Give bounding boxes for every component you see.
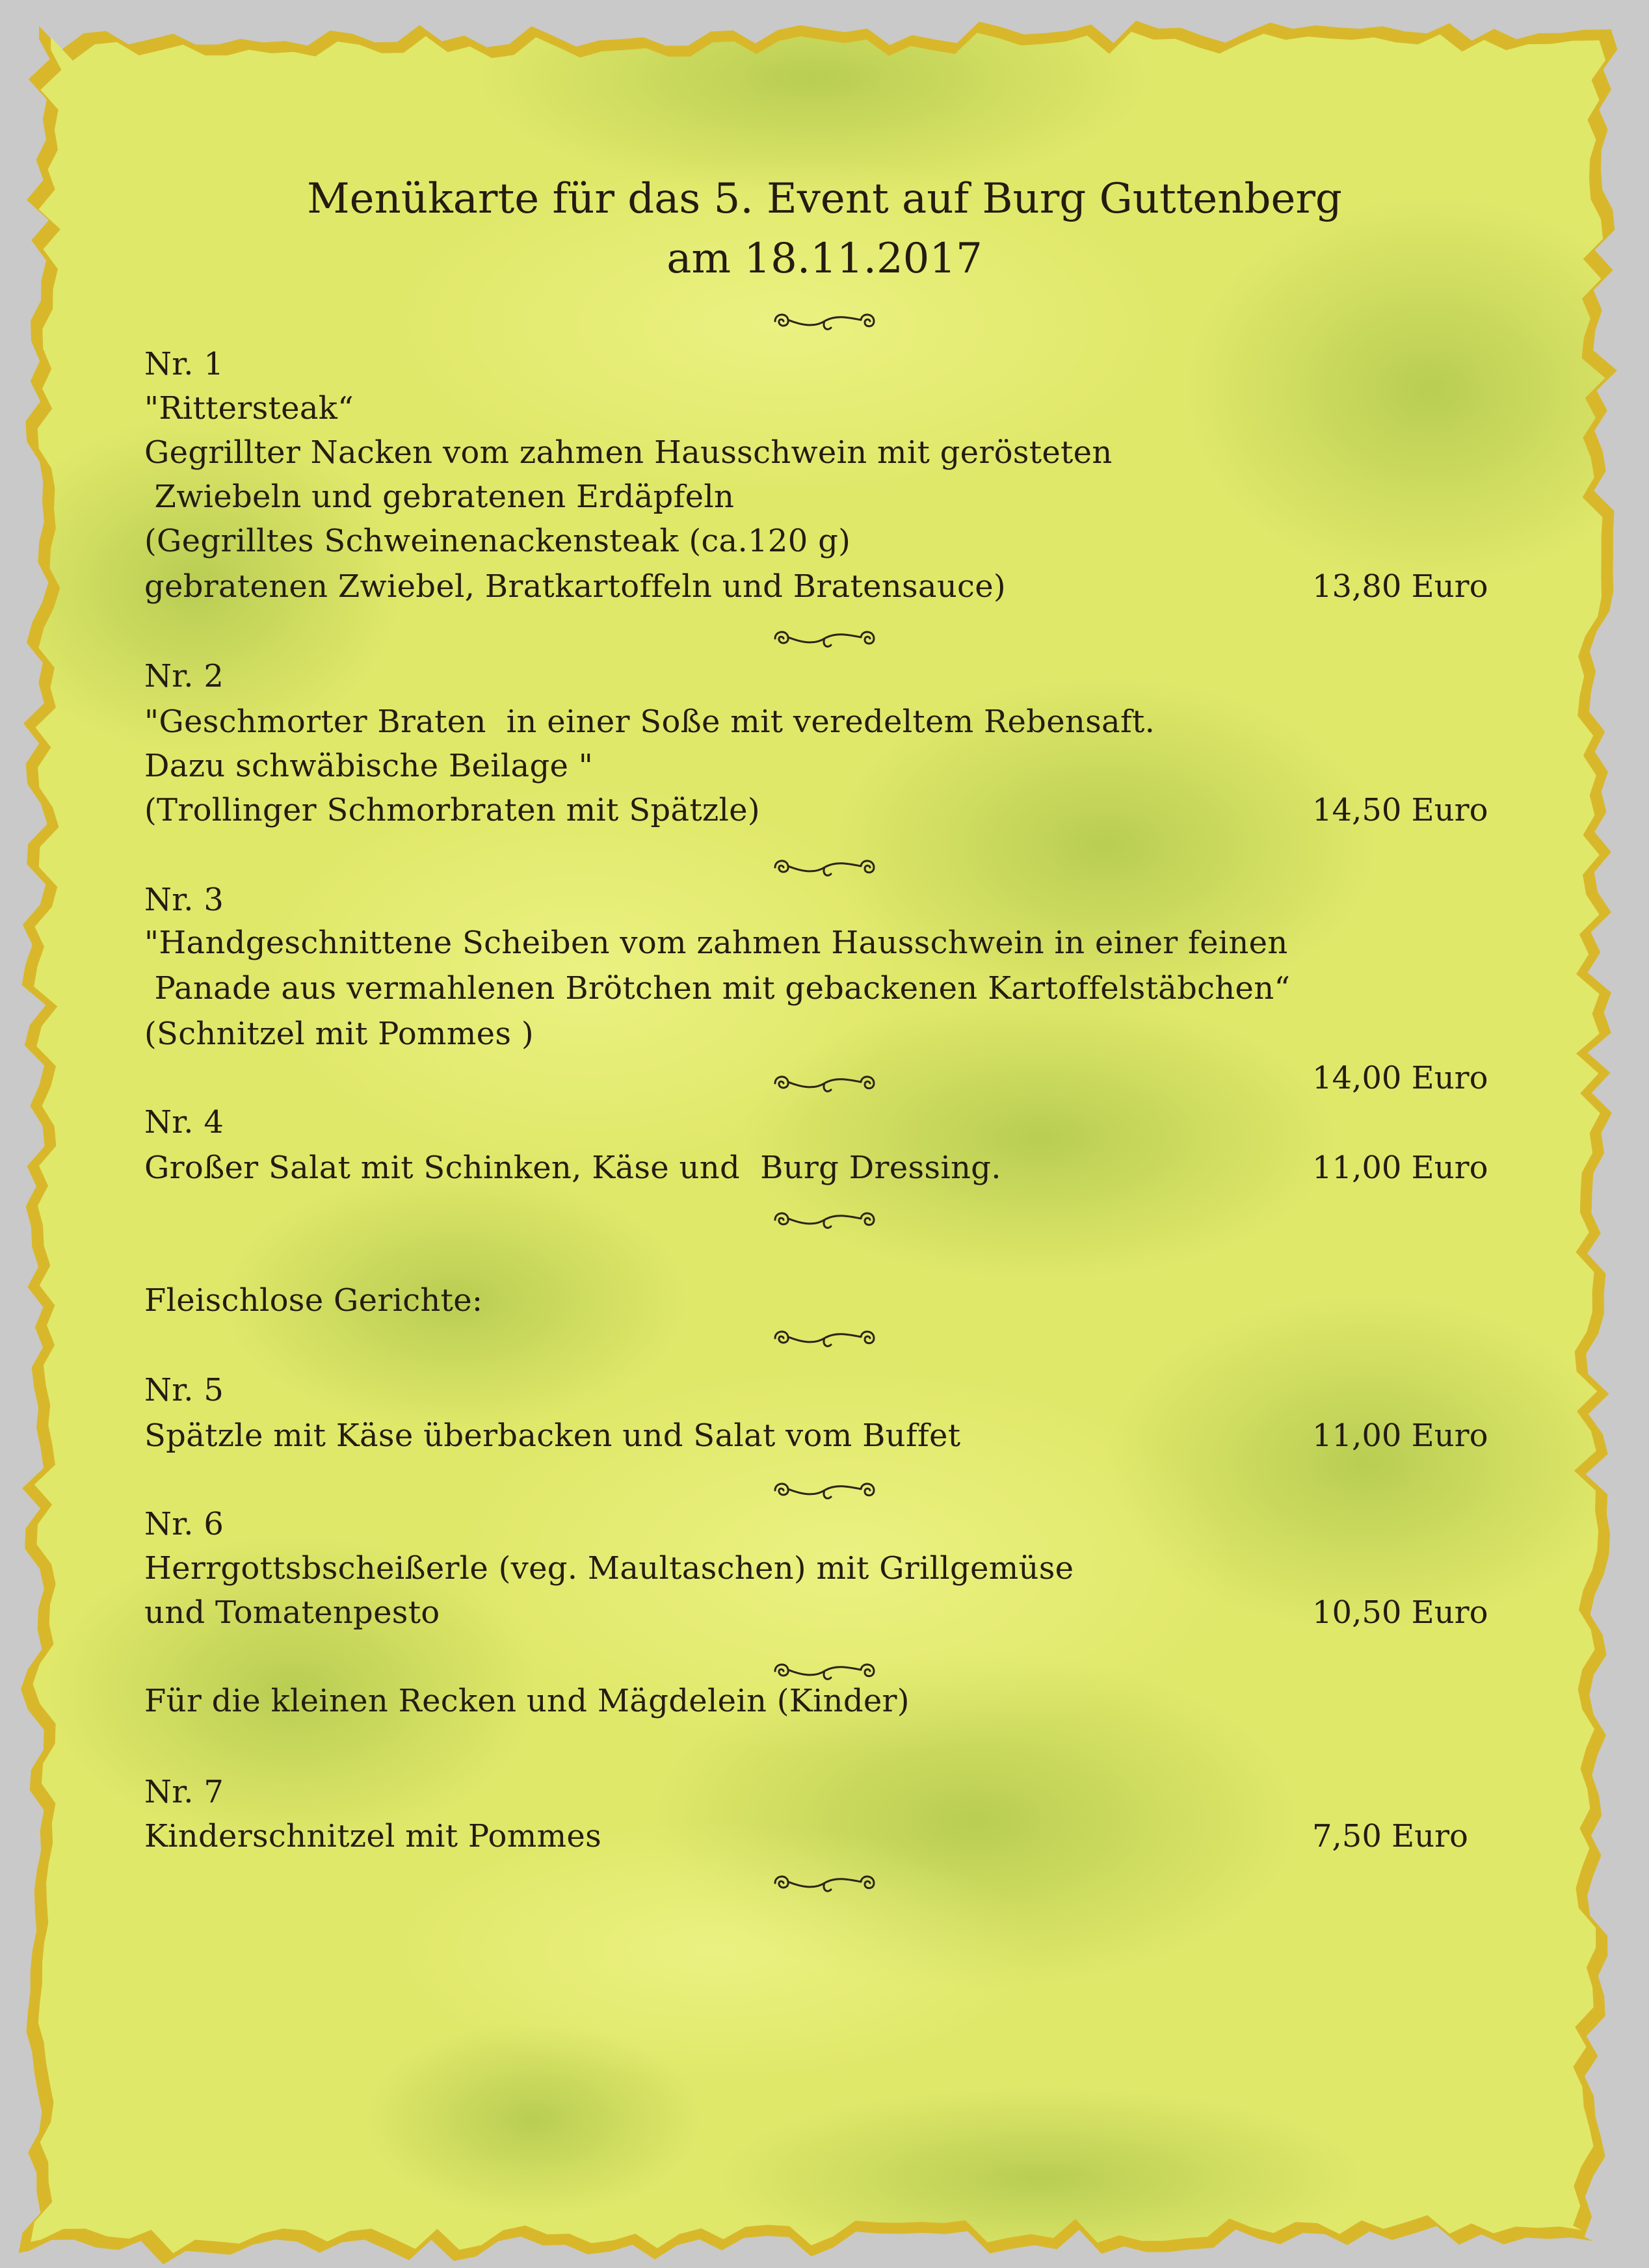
item-price: 14,50 Euro <box>1312 792 1488 828</box>
menu-title: Menükarte für das 5. Event auf Burg Guttenberg <box>307 175 1342 223</box>
item-number: Nr. 6 <box>144 1506 224 1542</box>
item-number: Nr. 4 <box>144 1104 224 1141</box>
item-line: Kinderschnitzel mit Pommes <box>144 1818 602 1854</box>
item-number: Nr. 3 <box>144 882 224 918</box>
item-price: 10,50 Euro <box>1312 1594 1488 1631</box>
scroll-flourish-icon <box>762 1068 887 1098</box>
item-price: 14,00 Euro <box>1312 1060 1488 1096</box>
menu-date: am 18.11.2017 <box>666 235 983 283</box>
item-line: Panade aus vermahlenen Brötchen mit gebackenen Kartoffelstäbchen“ <box>144 970 1291 1007</box>
item-price: 13,80 Euro <box>1312 568 1488 605</box>
item-price: 11,00 Euro <box>1312 1418 1488 1454</box>
item-price: 7,50 Euro <box>1312 1818 1468 1854</box>
item-line: gebratenen Zwiebel, Bratkartoffeln und Bratensauce) <box>144 568 1006 605</box>
item-line: "Geschmorter Braten in einer Soße mit veredeltem Rebensaft. <box>144 704 1155 740</box>
item-line: Spätzle mit Käse überbacken und Salat vom Buffet <box>144 1418 961 1454</box>
item-line: Herrgottsbscheißerle (veg. Maultaschen) mit Grillgemüse <box>144 1550 1074 1587</box>
item-line: (Schnitzel mit Pommes ) <box>144 1016 534 1052</box>
scroll-flourish-icon <box>762 1867 887 1897</box>
item-line: Großer Salat mit Schinken, Käse und Burg Dressing. <box>144 1150 1001 1186</box>
item-number: Nr. 1 <box>144 346 224 382</box>
item-line: "Rittersteak“ <box>144 390 354 427</box>
scroll-flourish-icon <box>762 1323 887 1352</box>
item-line: Gegrillter Nacken vom zahmen Hausschwein mit gerösteten <box>144 434 1113 471</box>
item-line: (Trollinger Schmorbraten mit Spätzle) <box>144 792 760 828</box>
section-heading-kids: Für die kleinen Recken und Mägdelein (Kinder) <box>144 1683 910 1719</box>
item-number: Nr. 2 <box>144 658 224 694</box>
item-line: "Handgeschnittene Scheiben vom zahmen Hausschwein in einer feinen <box>144 925 1288 961</box>
scroll-flourish-icon <box>762 623 887 653</box>
item-line: (Gegrilltes Schweinenackensteak (ca.120 g) <box>144 523 851 559</box>
item-line: Zwiebeln und gebratenen Erdäpfeln <box>144 479 735 515</box>
item-price: 11,00 Euro <box>1312 1150 1488 1186</box>
section-heading-meatless: Fleischlose Gerichte: <box>144 1282 483 1319</box>
scroll-flourish-icon <box>762 1204 887 1234</box>
scroll-flourish-icon <box>762 852 887 882</box>
scroll-flourish-icon <box>762 306 887 336</box>
item-line: Dazu schwäbische Beilage " <box>144 748 594 784</box>
item-line: und Tomatenpesto <box>144 1594 440 1631</box>
scroll-flourish-icon <box>762 1475 887 1505</box>
item-number: Nr. 7 <box>144 1774 224 1810</box>
item-number: Nr. 5 <box>144 1372 224 1408</box>
